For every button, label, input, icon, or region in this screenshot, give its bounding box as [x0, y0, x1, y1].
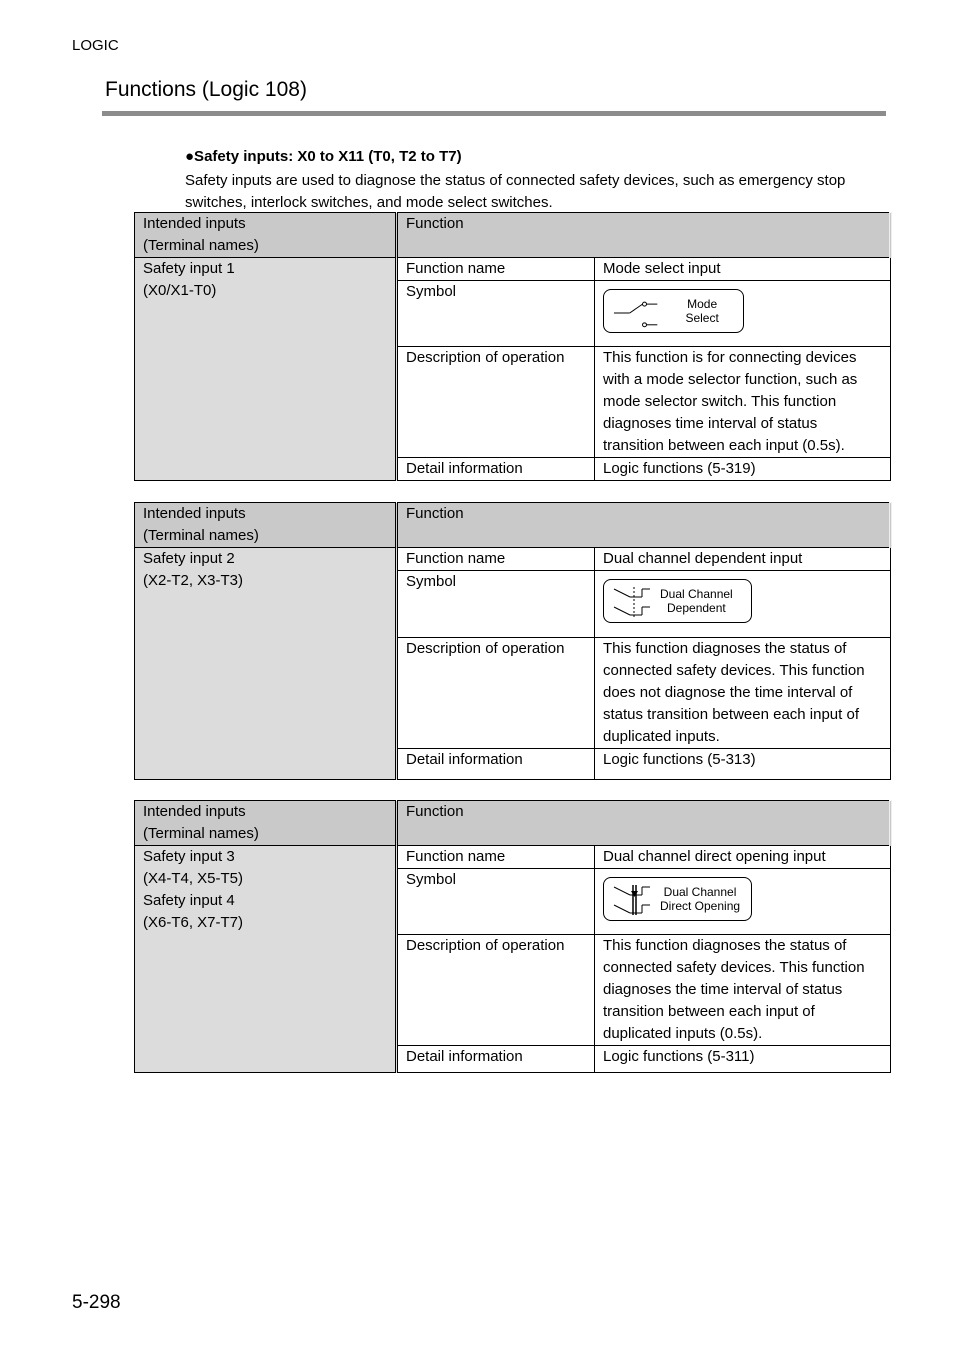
label-function-name: Function name — [397, 548, 595, 571]
input-label: Safety input 3 — [143, 848, 235, 865]
label-symbol: Symbol — [397, 571, 595, 638]
input-terminals: (X6-T6, X7-T7) — [143, 914, 244, 931]
input-label: Safety input 1 — [143, 260, 235, 277]
header-terminal-names-text: (Terminal names) — [143, 527, 259, 544]
header-terminal-names-text: (Terminal names) — [143, 825, 259, 842]
label-detail: Detail information — [397, 749, 595, 780]
header-intended-inputs-text: Intended inputs — [143, 215, 246, 232]
symbol-label — [660, 885, 740, 913]
mode-select-switch-icon — [612, 293, 661, 329]
header-intended-inputs-text: Intended inputs — [143, 505, 246, 522]
symbol-label-line: Mode Select — [685, 297, 719, 325]
label-description: Description of operation — [397, 935, 595, 1046]
description-value: This function is for connecting devices with a mode selector function, such as mode selector switch. This function diagnoses time interval of status transition between each input (0.5s). — [595, 347, 891, 458]
detail-value: Logic functions (5-313) — [595, 749, 891, 780]
function-table-1 — [134, 212, 892, 481]
symbol-cell — [595, 281, 891, 347]
section-heading: ●Safety inputs: X0 to X11 (T0, T2 to T7) — [185, 148, 462, 165]
page-title: Functions (Logic 108) — [105, 78, 307, 101]
header-terminal-names-text: (Terminal names) — [143, 237, 259, 254]
label-detail: Detail information — [397, 1046, 595, 1073]
header-intended-inputs-text: Intended inputs — [143, 803, 246, 820]
header-intended-inputs — [135, 801, 397, 846]
detail-value: Logic functions (5-311) — [595, 1046, 891, 1073]
function-name-value: Mode select input — [595, 258, 891, 281]
title-rule — [102, 111, 886, 116]
header-function: Function — [397, 213, 891, 258]
symbol-label — [660, 587, 733, 615]
function-table-2 — [134, 502, 892, 780]
function-table-3 — [134, 800, 892, 1073]
symbol-cell — [595, 571, 891, 638]
intended-inputs-cell — [135, 548, 397, 780]
dual-channel-dependent-symbol — [603, 579, 752, 623]
dual-channel-direct-opening-symbol — [603, 877, 752, 921]
symbol-label-line: Direct Opening — [660, 899, 741, 913]
symbol-label — [669, 297, 735, 325]
header-intended-inputs — [135, 503, 397, 548]
intended-inputs-cell — [135, 258, 397, 481]
header-function: Function — [397, 503, 891, 548]
function-name-value: Dual channel direct opening input — [595, 846, 891, 869]
input-terminals: (X4-T4, X5-T5) — [143, 870, 244, 887]
function-name-value: Dual channel dependent input — [595, 548, 891, 571]
label-function-name: Function name — [397, 258, 595, 281]
symbol-label-line: Dual Channel — [660, 587, 733, 601]
label-description: Description of operation — [397, 638, 595, 749]
description-value: This function diagnoses the status of connected safety devices. This function diagnoses the time interval of status transition between each input of duplicated inputs (0.5s). — [595, 935, 891, 1046]
label-detail: Detail information — [397, 458, 595, 481]
dual-channel-dependent-icon — [612, 583, 652, 619]
label-description: Description of operation — [397, 347, 595, 458]
dual-channel-direct-opening-icon — [612, 881, 652, 917]
mode-select-symbol — [603, 289, 744, 333]
input-terminals: (X0/X1-T0) — [143, 282, 217, 299]
intended-inputs-cell — [135, 846, 397, 1073]
label-symbol: Symbol — [397, 281, 595, 347]
symbol-label-line: Dependent — [667, 601, 726, 615]
header-function: Function — [397, 801, 891, 846]
detail-value: Logic functions (5-319) — [595, 458, 891, 481]
input-label: Safety input 4 — [143, 892, 235, 909]
section-intro: Safety inputs are used to diagnose the status of connected safety devices, such as emergency stop switches, interlock switches, and mode select switches. — [185, 172, 846, 211]
symbol-cell — [595, 869, 891, 935]
description-value: This function diagnoses the status of connected safety devices. This function does not diagnose the time interval of status transition between each input of duplicated inputs. — [595, 638, 891, 749]
section-label: LOGIC — [72, 37, 119, 54]
header-intended-inputs — [135, 213, 397, 258]
page-number: 5-298 — [72, 1292, 121, 1313]
label-function-name: Function name — [397, 846, 595, 869]
input-terminals: (X2-T2, X3-T3) — [143, 572, 244, 589]
label-symbol: Symbol — [397, 869, 595, 935]
input-label: Safety input 2 — [143, 550, 235, 567]
symbol-label-line: Dual Channel — [663, 885, 737, 899]
